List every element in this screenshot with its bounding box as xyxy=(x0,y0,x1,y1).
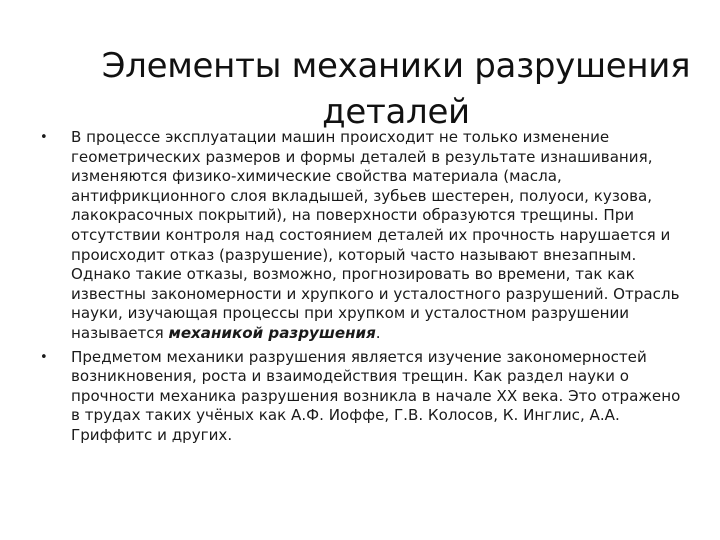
slide-title-line-2: деталей xyxy=(322,91,470,132)
slide-title xyxy=(36,43,720,135)
bullet-item xyxy=(38,128,688,344)
bullet-text: В процессе эксплуатации машин происходит не только изменение геометрических размеров и формы деталей в результате изнашивания, изменяются физико-химические свойства материала (масла, антифрикционного слоя вкладышей, зубьев шестерен, полуоси, кузова, лакокрасочных покрытий), на поверхности образуются трещины. При отсутствии контроля над состоянием деталей их прочность нарушается и происходит отказ (разрушение), который часто называют внезапным. Однако такие отказы, возможно, прогнозировать во времени, так как известны закономерности и хрупкого и усталостного разрушений. Отрасль науки, изучающая процессы при хрупком и усталостном разрушении называется xyxy=(71,128,680,342)
bullet-icon: • xyxy=(40,349,48,365)
slide-title-line-1: Элементы механики разрушения xyxy=(101,45,691,86)
bullet-icon: • xyxy=(40,130,48,145)
bullet-suffix: . xyxy=(375,323,381,342)
bullet-text: Предметом механики разрушения является изучение закономерностей возникновения, роста и взаимодействия трещин. Как раздел науки о прочности механика разрушения возникла в начале XX века. Это отражено в трудах таких учёных как А.Ф. Иоффе, Г.В. Колосов, К. Инглис, А.А. Гриффитс и других. xyxy=(71,347,681,444)
bullet-item xyxy=(38,348,688,446)
bullet-list xyxy=(38,128,688,450)
emphasized-term: механикой разрушения xyxy=(168,323,376,342)
